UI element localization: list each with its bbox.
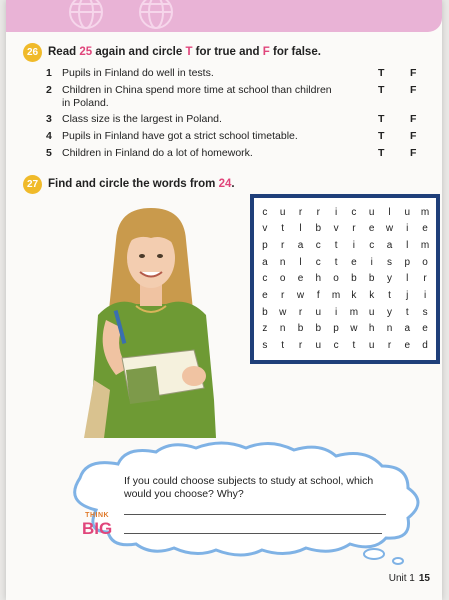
word-search-letter[interactable]: i (406, 223, 409, 235)
page-footer (389, 573, 430, 584)
word-search-letter[interactable]: o (279, 273, 286, 285)
word-search-letter[interactable]: l (406, 240, 409, 252)
word-search-letter[interactable]: u (368, 206, 375, 218)
word-search-letter[interactable]: w (279, 306, 287, 318)
word-search-letter[interactable]: s (422, 306, 428, 318)
word-search-letter[interactable]: k (369, 290, 375, 302)
answer-line[interactable] (124, 533, 382, 534)
true-option[interactable]: T (378, 113, 385, 125)
word-search-letter[interactable]: i (370, 256, 373, 268)
word-search-letter[interactable]: u (368, 306, 375, 318)
word-search-letter[interactable]: s (386, 256, 392, 268)
word-search-letter[interactable]: m (420, 240, 430, 252)
word-search-letter[interactable]: b (297, 323, 304, 335)
word-search-letter[interactable]: o (422, 256, 428, 268)
word-search-letter[interactable]: b (351, 273, 357, 285)
word-search-letter[interactable]: l (299, 256, 302, 268)
word-search-letter[interactable]: r (298, 206, 303, 218)
exercise-number-badge: 26 (23, 43, 42, 62)
think-big-question: If you could choose subjects to study at school, which would you choose? Why? (124, 475, 374, 500)
true-option[interactable]: T (378, 67, 385, 79)
word-search-letter[interactable]: r (281, 290, 285, 302)
word-search-letter[interactable]: c (262, 206, 268, 218)
false-option[interactable]: F (410, 130, 417, 142)
word-search-letter[interactable]: n (279, 323, 286, 335)
exercise-27-instruction: Find and circle the words from 24. (48, 178, 235, 190)
word-search-letter[interactable]: e (262, 290, 268, 302)
word-search-letter[interactable]: a (297, 240, 304, 252)
word-search-letter[interactable]: y (386, 306, 392, 318)
word-search-letter[interactable]: l (299, 223, 302, 235)
big-label: BIG (82, 519, 113, 538)
textbook-page: 26 Read 25 again and circle T for true and F for false. 1 Pupils in Finland do well in tests. T F 2 Children in China spend more time at school than children in Poland. T F 3 Class size is the largest in Poland. T F 4 Pupils in Finland have got a strict school timetable. T F 5 Children in Finland do a lot of homework. T F 27 Find and circle the words from 24. c u r r i c u l u m v t l b v r e w i e p r a c t i c a l m a n l c t e i s p o c o e h o b b y l r e r w f m k k t j i b w r u i m u y t s z n b b p w h n a e s t r u c t u r e d THINK BIG If you could choose subjects to study at school, which would you choose? Why? Unit 1 15 (6, 0, 442, 600)
false-option[interactable]: F (410, 113, 417, 125)
false-option[interactable]: F (410, 67, 417, 79)
true-option[interactable]: T (378, 84, 385, 96)
word-search-letter[interactable]: t (352, 340, 356, 352)
word-search-letter[interactable]: v (262, 223, 268, 235)
student-photo (76, 200, 226, 438)
globe-icon (138, 0, 174, 30)
word-search-letter[interactable]: e (351, 256, 357, 268)
word-search-letter[interactable]: m (420, 206, 430, 218)
word-search-letter[interactable]: r (316, 206, 320, 218)
word-search-letter[interactable]: w (385, 223, 394, 235)
true-option[interactable]: T (378, 147, 385, 159)
word-search-letter[interactable]: l (406, 273, 409, 285)
think-label: THINK (85, 512, 110, 519)
word-search-letter[interactable]: r (281, 240, 285, 252)
word-search-letter[interactable]: r (298, 306, 303, 318)
word-search-letter[interactable]: t (281, 223, 285, 235)
word-search-letter[interactable]: h (315, 273, 322, 285)
word-search-letter[interactable]: p (404, 256, 411, 268)
word-search-letter[interactable]: n (279, 256, 286, 268)
word-search-letter[interactable]: v (333, 223, 339, 235)
word-search-letter[interactable]: i (352, 240, 355, 252)
word-search-letter[interactable]: c (315, 256, 321, 268)
word-search-letter[interactable]: c (315, 240, 321, 252)
word-search-letter[interactable]: m (331, 290, 341, 302)
word-search-letter[interactable]: t (281, 340, 285, 352)
word-search-letter[interactable]: b (368, 273, 375, 285)
word-search-letter[interactable]: c (262, 273, 268, 285)
answer-line[interactable] (124, 514, 386, 515)
speech-cloud (56, 440, 436, 565)
globe-icon (68, 0, 104, 30)
word-search-letter[interactable]: p (262, 240, 268, 252)
word-search-letter[interactable]: t (334, 240, 338, 252)
page-number: 15 (418, 573, 430, 584)
word-search-letter[interactable]: t (334, 256, 338, 268)
word-search-letter[interactable]: t (388, 290, 391, 302)
word-search-letter[interactable]: d (422, 340, 428, 352)
word-search-letter[interactable]: i (423, 290, 427, 302)
word-search-letter[interactable]: j (406, 290, 409, 302)
word-search-letter[interactable]: o (333, 273, 339, 285)
word-search-letter[interactable]: i (334, 206, 338, 218)
word-search-letter[interactable]: u (368, 340, 375, 352)
word-search-letter[interactable]: u (315, 306, 322, 318)
word-search-letter[interactable]: k (351, 290, 357, 302)
word-search-letter[interactable]: c (333, 340, 339, 352)
word-search-letter[interactable]: a (404, 323, 411, 335)
word-search-letter[interactable]: e (297, 273, 304, 285)
word-search-letter[interactable]: y (386, 273, 392, 285)
word-search-letter[interactable]: c (369, 240, 375, 252)
false-option[interactable]: F (410, 84, 417, 96)
exercise-number-badge: 27 (23, 175, 42, 194)
word-search-letter[interactable]: r (352, 223, 356, 235)
word-search-letters (254, 198, 436, 360)
word-search-letter[interactable]: r (423, 273, 427, 285)
word-search-letter[interactable]: z (262, 323, 268, 335)
unit-label: Unit 1 (388, 573, 415, 584)
false-option[interactable]: F (410, 147, 417, 159)
word-search-letter[interactable]: u (404, 206, 411, 218)
word-search-letter[interactable]: t (405, 306, 409, 318)
word-search-letter[interactable]: e (368, 223, 375, 235)
word-search-letter[interactable]: m (349, 306, 359, 318)
word-search-letter[interactable]: e (404, 340, 411, 352)
word-search-letter[interactable]: r (298, 340, 303, 352)
word-search-letter[interactable]: c (351, 206, 357, 218)
word-search-letter[interactable]: w (296, 290, 305, 302)
word-search-letter[interactable]: s (262, 340, 268, 352)
true-option[interactable]: T (378, 130, 385, 142)
word-search-letter[interactable]: w (350, 323, 358, 335)
word-search-letter[interactable]: f (316, 290, 320, 302)
header-banner (6, 0, 442, 32)
word-search-letter[interactable]: e (422, 323, 428, 335)
word-search-letter[interactable]: r (387, 340, 392, 352)
think-big-badge (82, 512, 112, 537)
word-search-letter[interactable]: u (279, 206, 286, 218)
word-search-letter[interactable]: h (368, 323, 375, 335)
word-search-letter[interactable]: p (333, 323, 339, 335)
word-search-letter[interactable]: b (315, 323, 322, 335)
word-search-letter[interactable]: a (262, 256, 268, 268)
exercise-26-instruction: Read 25 again and circle T for true and F for false. (48, 46, 321, 58)
word-search-letter[interactable]: i (334, 306, 338, 318)
word-search-letter[interactable]: b (315, 223, 322, 235)
word-search-letter[interactable]: l (388, 206, 391, 218)
word-search-letter[interactable]: e (422, 223, 428, 235)
word-search-letter[interactable]: a (386, 240, 393, 252)
word-search-letter[interactable]: b (262, 306, 268, 318)
word-search-letter[interactable]: u (315, 340, 322, 352)
word-search-grid (250, 194, 440, 364)
word-search-letter[interactable]: n (386, 323, 393, 335)
